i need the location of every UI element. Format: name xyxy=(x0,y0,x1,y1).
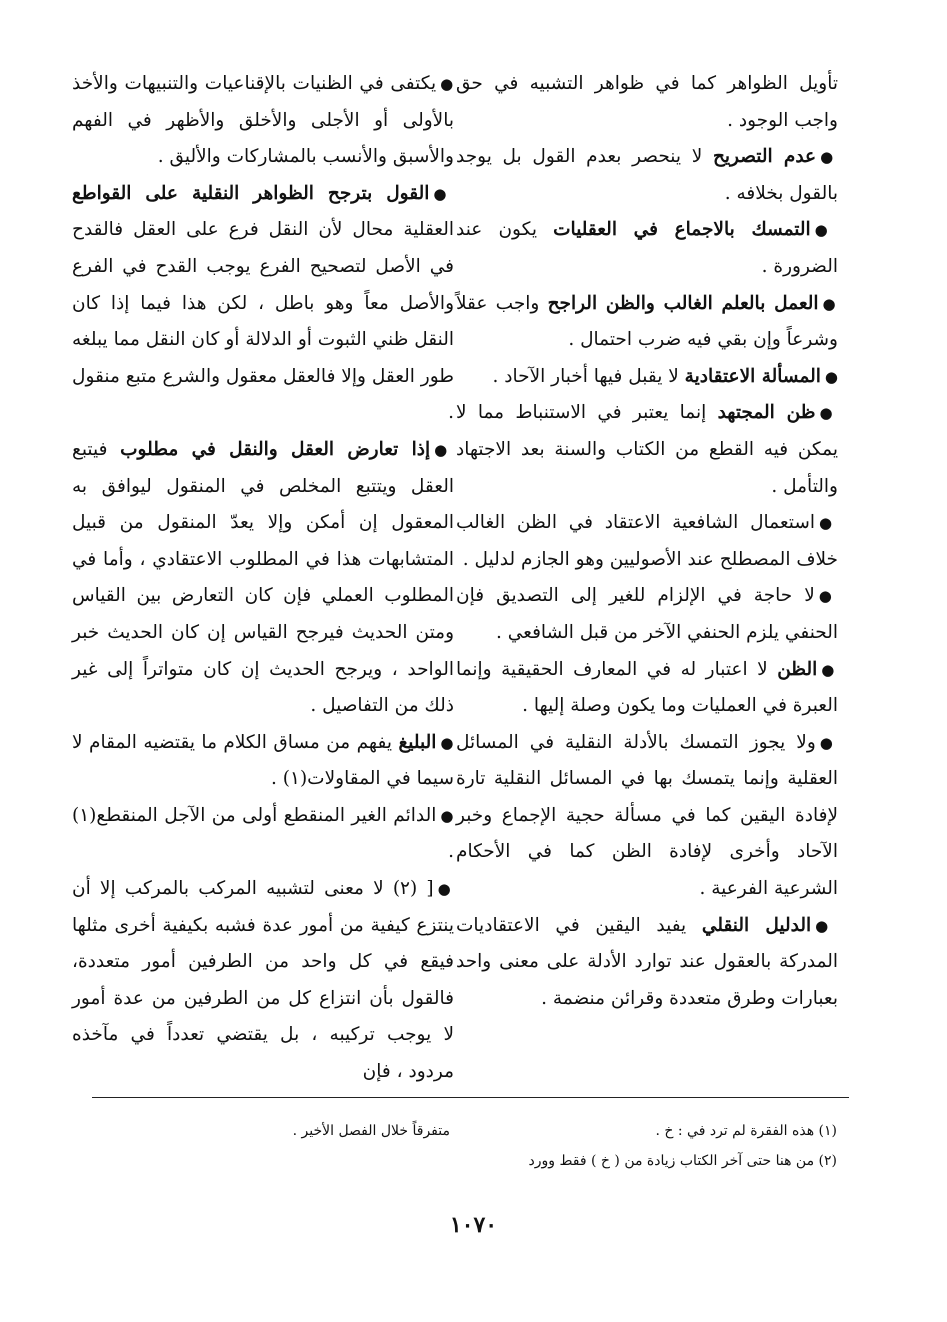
bullet-icon: ● xyxy=(814,221,838,240)
left-column xyxy=(72,66,454,1091)
bullet-icon: ● xyxy=(824,367,838,386)
bullet-icon: ● xyxy=(819,404,838,423)
bullet-icon: ● xyxy=(822,294,838,313)
footnote-divider xyxy=(92,1097,849,1098)
paragraph: ●إذا تعارض العقل والنقل في مطلوب فيتبع العقل ويتتبع المخلص في المنقول ليوافق به المعقول إن أمكن وإلا يعدّ المنقول من قبيل المتشابهات هذا في المطلوب الاعتقادي ، وأما في المطلوب العملي فإن كان التعارض بين القياس ومتن الحديث فيرجح القياس إن كان الحديث خبر الواحد ، ويرجح الحديث إن كان متواتراً إلى غير ذلك من التفاصيل . xyxy=(72,438,454,717)
bullet-icon: ● xyxy=(440,806,454,825)
paragraph: ●الدائم الغير المنقطع أولى من الآجل المنقطع(١) . xyxy=(72,804,454,863)
paragraph: ●البليغ يفهم من مساق الكلام ما يقتضيه المقام لا سيما في المقاولات(١) . xyxy=(72,731,455,790)
footnote-2: (٢) من هنا حتى آخر الكتاب زيادة من ( خ ) فقط وورد xyxy=(528,1153,837,1169)
paragraph: ●ولا يجوز التمسك بالأدلة النقلية في المسائل العقلية وإنما يتمسك بها في المسائل النقلية تارة لإفادة اليقين كما في مسألة حجية الإجماع وخبر الآحاد وأخرى لإفادة الظن كما في الأحكام الشرعية الفرعية . xyxy=(456,731,838,900)
paragraph: تأويل الظواهر كما في ظواهر التشبيه في حق واجب الوجود . xyxy=(456,73,838,131)
paragraph: ●الظن لا اعتبار له في المعارف الحقيقية وإنما العبرة في العمليات وما يكون وصلة إليها . xyxy=(456,658,838,717)
paragraph: ●لا حاجة في الإلزام للغير إلى التصديق فإن الحنفي يلزم الحنفي الآخر من قبل الشافعي . xyxy=(456,585,839,643)
bullet-icon: ● xyxy=(819,733,838,752)
paragraph: ●الدليل النقلي يفيد اليقين في الاعتقاديات المدركة بالعقول عند توارد الأدلة على معنى واحد بعبارات وطرق متعددة وقرائن منضمة . xyxy=(456,914,839,1009)
right-column xyxy=(456,66,838,1017)
paragraph: ●عدم التصريح لا ينحصر بعدم القول بل يوجد بالقول بخلافه . xyxy=(456,146,838,204)
bullet-icon: ● xyxy=(434,440,454,459)
bullet-icon: ● xyxy=(820,148,838,167)
bullet-icon: ● xyxy=(819,514,839,533)
bullet-icon: ● xyxy=(440,75,454,93)
paragraph: ●المسألة الاعتقادية لا يقبل فيها أخبار الآحاد . xyxy=(492,365,838,387)
paragraph: ●القول بترجح الظواهر النقلية على القواطع العقلية محال لأن النقل فرع على العقل فالقدح في الأصل لتصحيح الفرع يوجب القدح في الفرع والأصل معاً وهو باطل ، لكن هذا فيما إذا كان النقل ظني الثبوت أو الدلالة أو كان النقل مما يبلغه طور العقل وإلا فالعقل معقول والشرع متبع منقول . xyxy=(72,182,454,424)
footnote-1: (١) هذه الفقرة لم ترد في : خ . xyxy=(655,1123,837,1139)
paragraph: ●[ (٢) لا معنى لتشبيه المركب بالمركب إلا أن ينتزع كيفية من أمور عدة فشبه بكيفية أخرى مثلها فيقع في كل واحد من الطرفين أمور متعددة، فالقول بأن انتزاع كل من الطرفين من عدة أمور لا يوجب تركيبه ، بل يقتضي تعدداً في مآخذه مردود ، فإن xyxy=(72,878,454,1083)
paragraph: ●استعمال الشافعية الاعتقاد في الظن الغالب خلاف المصطلح عند الأصوليين وهو الجازم لدليل . xyxy=(456,512,839,570)
page-number: ١٠٧٠ xyxy=(449,1212,498,1238)
bullet-icon: ● xyxy=(440,733,455,752)
bullet-icon: ● xyxy=(821,660,838,679)
paragraph: ●يكتفى في الظنيات بالإقناعيات والتنبيهات والأخذ بالأولى أو الأجلى والأخلق والأظهر في الفهم والأسبق والأنسب بالمشاركات والأليق . xyxy=(72,73,454,168)
bullet-icon: ● xyxy=(433,184,454,203)
bullet-icon: ● xyxy=(818,587,839,606)
footnote-2-continuation: متفرقاً خلال الفصل الأخير . xyxy=(292,1123,450,1139)
bullet-icon: ● xyxy=(815,916,839,935)
paragraph: ●التمسك بالاجماع في العقليات يكون عند الضرورة . xyxy=(456,219,838,277)
paragraph: ●ظن المجتهد إنما يعتبر في الاستنباط مما لا يمكن فيه القطع من الكتاب والسنة بعد الاجتهاد والتأمل . xyxy=(456,402,838,497)
paragraph: ●العمل بالعلم الغالب والظن الراجح واجب عقلاً وشرعاً وإن بقي فيه ضرب احتمال . xyxy=(456,292,838,351)
bullet-icon: ● xyxy=(437,880,454,899)
